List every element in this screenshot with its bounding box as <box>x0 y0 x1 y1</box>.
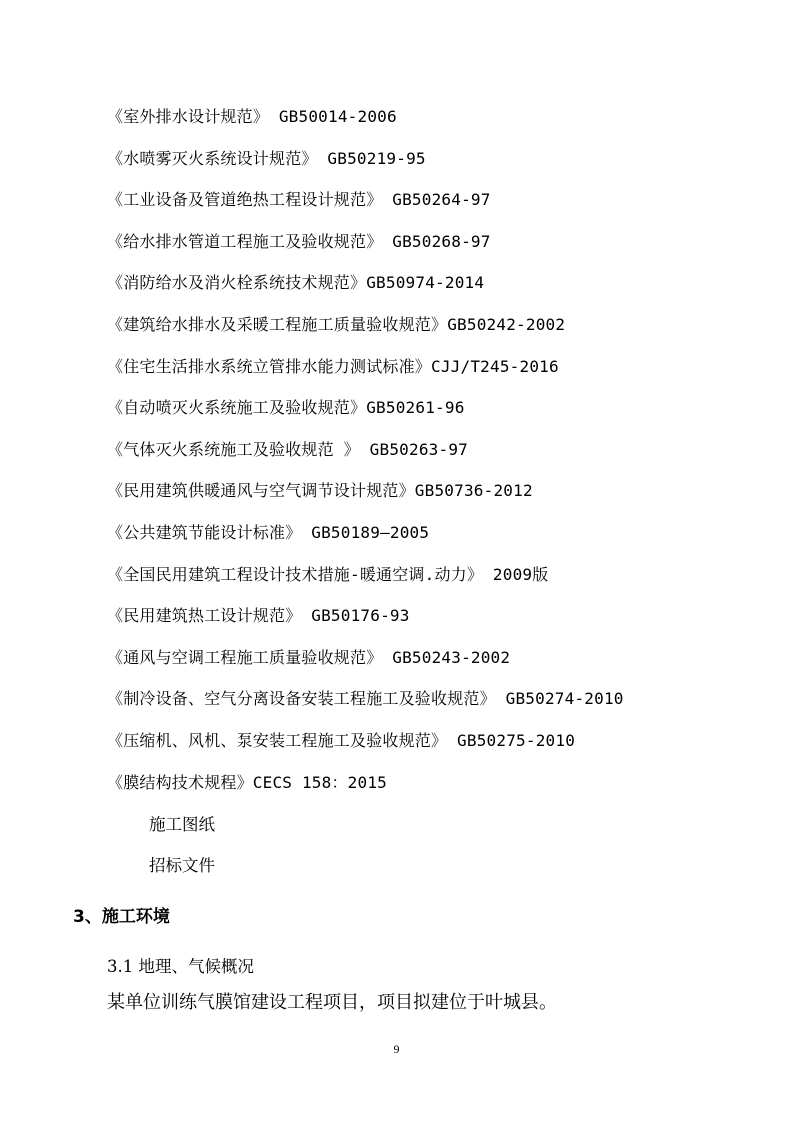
reference-item: 《工业设备及管道绝热工程设计规范》 GB50264-97 <box>107 190 491 210</box>
reference-item: 《全国民用建筑工程设计技术措施-暖通空调.动力》 2009版 <box>107 564 549 584</box>
reference-item: 《给水排水管道工程施工及验收规范》 GB50268-97 <box>107 231 491 251</box>
reference-item: 《民用建筑供暖通风与空气调节设计规范》GB50736-2012 <box>107 481 533 501</box>
body-paragraph: 某单位训练气膜馆建设工程项目，项目拟建位于叶城县。 <box>107 992 557 1013</box>
reference-item: 《气体灭火系统施工及验收规范 》 GB50263-97 <box>107 439 468 459</box>
reference-item: 《制冷设备、空气分离设备安装工程施工及验收规范》 GB50274-2010 <box>107 689 624 709</box>
page-number: 9 <box>393 1042 400 1056</box>
reference-item: 《膜结构技术规程》CECS 158：2015 <box>107 772 387 792</box>
reference-item: 《民用建筑热工设计规范》 GB50176-93 <box>107 606 410 626</box>
reference-item: 《压缩机、风机、泵安装工程施工及验收规范》 GB50275-2010 <box>107 730 576 750</box>
reference-item: 《通风与空调工程施工质量验收规范》 GB50243-2002 <box>107 647 511 667</box>
reference-item: 《自动喷灭火系统施工及验收规范》GB50261-96 <box>107 398 465 418</box>
reference-list <box>107 104 767 811</box>
sub-item-tender-docs: 招标文件 <box>149 856 215 875</box>
reference-item: 《公共建筑节能设计标准》 GB50189—2005 <box>107 522 430 542</box>
reference-item: 《建筑给水排水及采暖工程施工质量验收规范》GB50242-2002 <box>107 314 566 334</box>
sub-item-drawings: 施工图纸 <box>149 815 215 834</box>
reference-item: 《室外排水设计规范》 GB50014-2006 <box>107 107 397 126</box>
reference-item: 《住宅生活排水系统立管排水能力测试标准》CJJ/T245-2016 <box>107 356 559 376</box>
section-heading: 3、施工环境 <box>73 907 170 927</box>
reference-item: 《水喷雾灭火系统设计规范》 GB50219-95 <box>107 148 426 168</box>
subsection-title: 3.1 地理、气候概况 <box>107 957 254 976</box>
reference-item: 《消防给水及消火栓系统技术规范》GB50974-2014 <box>107 273 485 293</box>
